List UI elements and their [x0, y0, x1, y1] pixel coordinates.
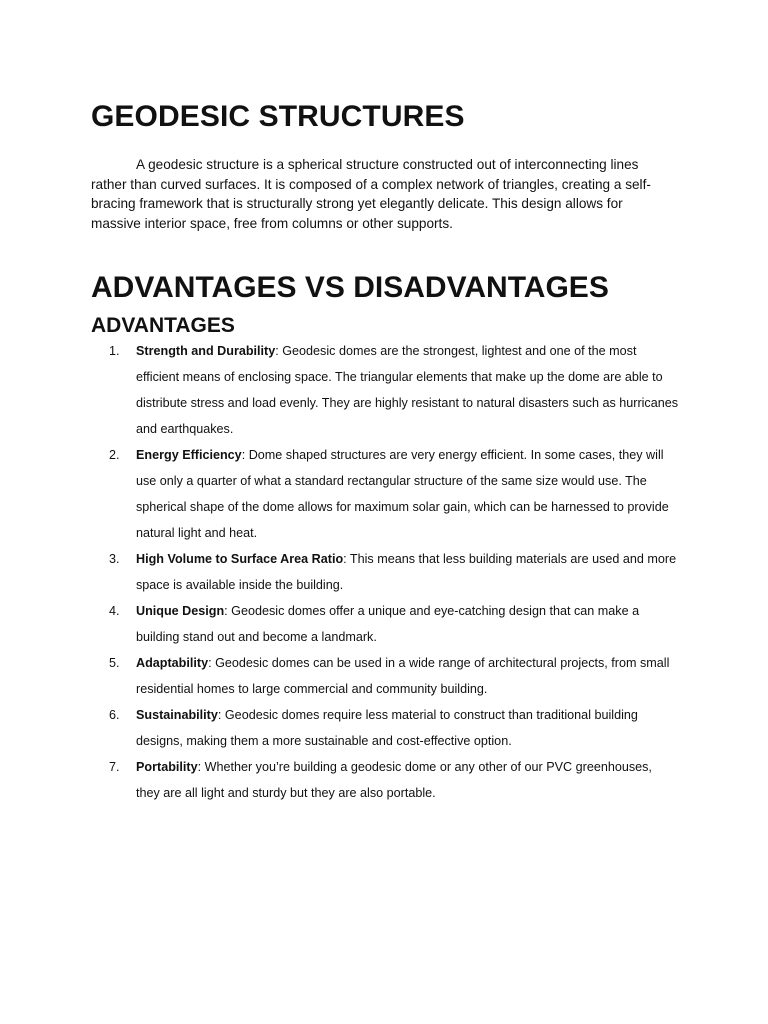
list-item	[0, 702, 679, 754]
list-item	[0, 546, 679, 598]
list-item-number: 2.	[109, 448, 120, 462]
list-item-term: Strength and Durability	[136, 344, 276, 358]
list-item-number: 6.	[109, 708, 120, 722]
list-item-text: : This means that less building materials are used and more space is available inside the building.	[136, 552, 677, 592]
list-item-number: 5.	[109, 656, 120, 670]
list-item-term: Sustainability	[136, 708, 218, 722]
list-item	[0, 442, 679, 546]
list-item-term: Adaptability	[136, 656, 209, 670]
list-item-text: : Geodesic domes can be used in a wide range of architectural projects, from small residential homes to large commercial and community building.	[136, 656, 670, 696]
list-item-term: High Volume to Surface Area Ratio	[136, 552, 344, 566]
list-item	[0, 650, 679, 702]
list-item-number: 3.	[109, 552, 120, 566]
list-item	[0, 598, 679, 650]
list-item-term: Energy Efficiency	[136, 448, 242, 462]
list-item-text: : Geodesic domes require less material to construct than traditional building designs, making them a more sustainable and cost-effective option.	[136, 708, 638, 748]
list-item-term: Portability	[136, 760, 198, 774]
list-item	[0, 754, 679, 806]
list-item-term: Unique Design	[136, 604, 225, 618]
list-item-text: : Whether you’re building a geodesic dome or any other of our PVC greenhouses, they are all light and sturdy but they are also portable.	[136, 760, 652, 800]
subsection-heading: ADVANTAGES	[91, 314, 235, 337]
list-item	[0, 338, 679, 442]
list-item-text: : Geodesic domes are the strongest, lightest and one of the most efficient means of enclosing space. The triangular elements that make up the dome are able to distribute stress and load evenly. They are highly resistant to natural disasters such as hurricanes and earthquakes.	[136, 344, 679, 436]
list-item-number: 7.	[109, 760, 120, 774]
section-heading: ADVANTAGES VS DISADVANTAGES	[91, 271, 609, 304]
list-item-number: 4.	[109, 604, 120, 618]
intro-paragraph: A geodesic structure is a spherical structure constructed out of interconnecting lines rather than curved surfaces. It is composed of a complex network of triangles, creating a self-bracing framework that is structurally strong yet elegantly delicate. This design allows for massive interior space, free from columns or other supports.	[91, 157, 651, 231]
list-item-text: : Dome shaped structures are very energy efficient. In some cases, they will use only a quarter of what a standard rectangular structure of the same size would use. The spherical shape of the dome allows for maximum solar gain, which can be harnessed to provide natural light and heat.	[136, 448, 669, 540]
list-item-text: : Geodesic domes offer a unique and eye-catching design that can make a building stand out and become a landmark.	[136, 604, 640, 644]
list-item-number: 1.	[109, 344, 120, 358]
document-title: GEODESIC STRUCTURES	[91, 100, 465, 133]
advantages-list	[0, 338, 768, 806]
